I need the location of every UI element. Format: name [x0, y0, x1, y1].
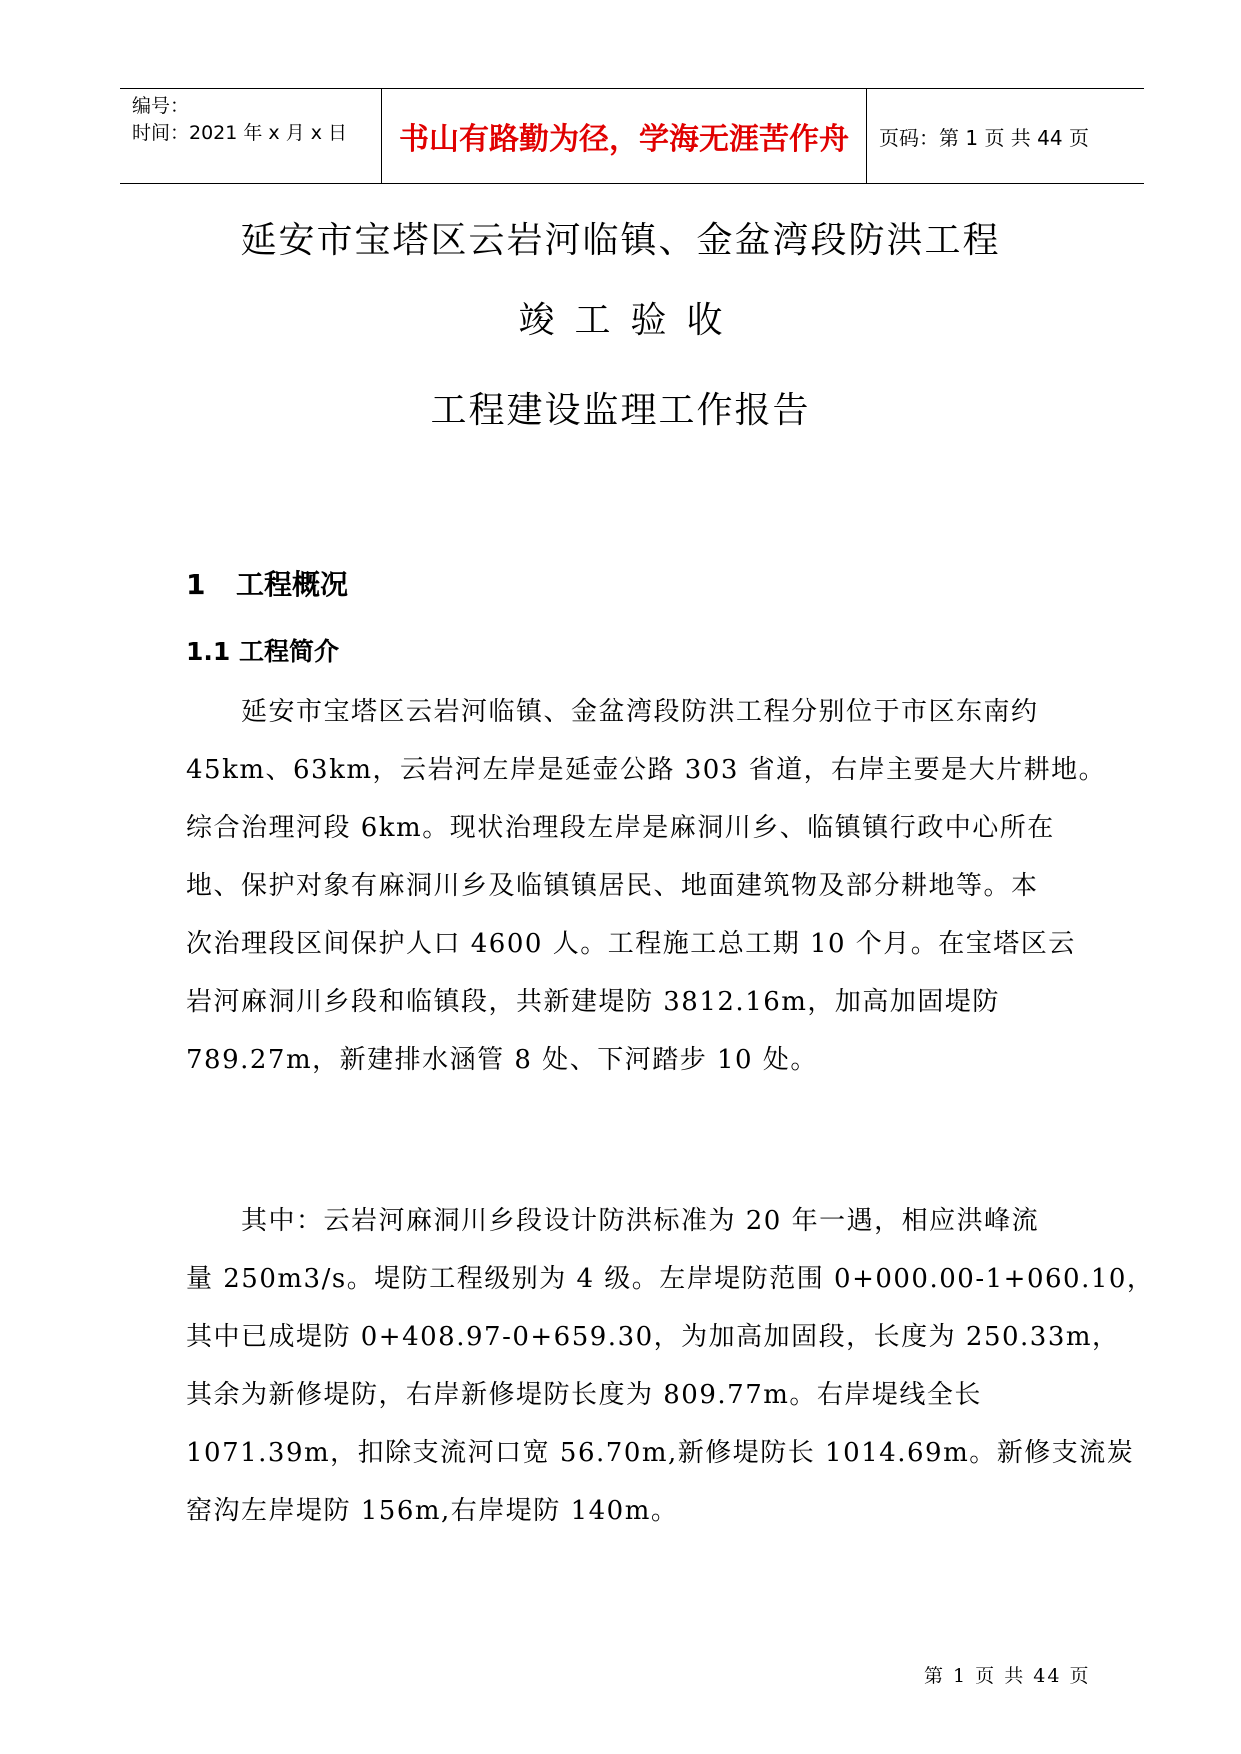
- document-title-line3: 工程建设监理工作报告: [430, 390, 811, 431]
- paragraph-line: 789.27m，新建排水涵管 8 处、下河踏步 10 处。: [186, 1045, 818, 1075]
- section-heading-1: [186, 563, 348, 603]
- paragraph-line: 次治理段区间保护人口 4600 人。工程施工总工期 10 个月。在宝塔区云: [186, 929, 1076, 959]
- page-footer: 第 1 页 共 44 页: [924, 1665, 1091, 1687]
- paragraph-line: 延安市宝塔区云岩河临镇、金盆湾段防洪工程分别位于市区东南约: [186, 697, 1039, 727]
- paragraph-line: 其中已成堤防 0+408.97-0+659.30，为加高加固段，长度为 250.33m，: [186, 1322, 1120, 1352]
- paragraph-line: 地、保护对象有麻洞川乡及临镇镇居民、地面建筑物及部分耕地等。本: [186, 871, 1039, 901]
- header-motto: 书山有路勤为径，学海无涯苦作舟: [382, 89, 867, 183]
- paragraph-line: 其中：云岩河麻洞川乡段设计防洪标准为 20 年一遇，相应洪峰流: [186, 1206, 1040, 1236]
- paragraph-project-intro: [186, 683, 1107, 1089]
- paragraph-flood-standard: [186, 1192, 1155, 1540]
- section-title: 工程概况: [236, 568, 349, 601]
- paragraph-line: 1071.39m，扣除支流河口宽 56.70m,新修堤防长 1014.69m。新修支流炭: [186, 1438, 1135, 1468]
- paragraph-line: 综合治理河段 6km。现状治理段左岸是麻洞川乡、临镇镇行政中心所在: [186, 813, 1055, 843]
- document-title-line2: 竣工验收: [518, 300, 743, 341]
- section-number: 1: [186, 568, 206, 601]
- paragraph-line: 其余为新修堤防，右岸新修堤防长度为 809.77m。右岸堤线全长: [186, 1380, 982, 1410]
- document-title-line1: 延安市宝塔区云岩河临镇、金盆湾段防洪工程: [240, 220, 1001, 261]
- paragraph-line: 量 250m3/s。堤防工程级别为 4 级。左岸堤防范围 0+000.00-1+060.10，: [186, 1264, 1155, 1294]
- subsection-heading-1-1: 1.1 工程简介: [186, 637, 339, 666]
- paragraph-line: 窑沟左岸堤防 156m,右岸堤防 140m。: [186, 1496, 679, 1526]
- paragraph-line: 岩河麻洞川乡段和临镇段，共新建堤防 3812.16m，加高加固堤防: [186, 987, 1000, 1017]
- paragraph-line: 45km、63km，云岩河左岸是延壶公路 303 省道，右岸主要是大片耕地。: [186, 755, 1107, 785]
- document-time-label: 时间：2021 年 x 月 x 日: [132, 122, 348, 144]
- header-page-code: 页码：第 1 页 共 44 页: [879, 125, 1089, 150]
- document-header: [120, 88, 1144, 184]
- header-info-cell: [120, 89, 382, 183]
- document-number-label: 编号：: [132, 95, 190, 117]
